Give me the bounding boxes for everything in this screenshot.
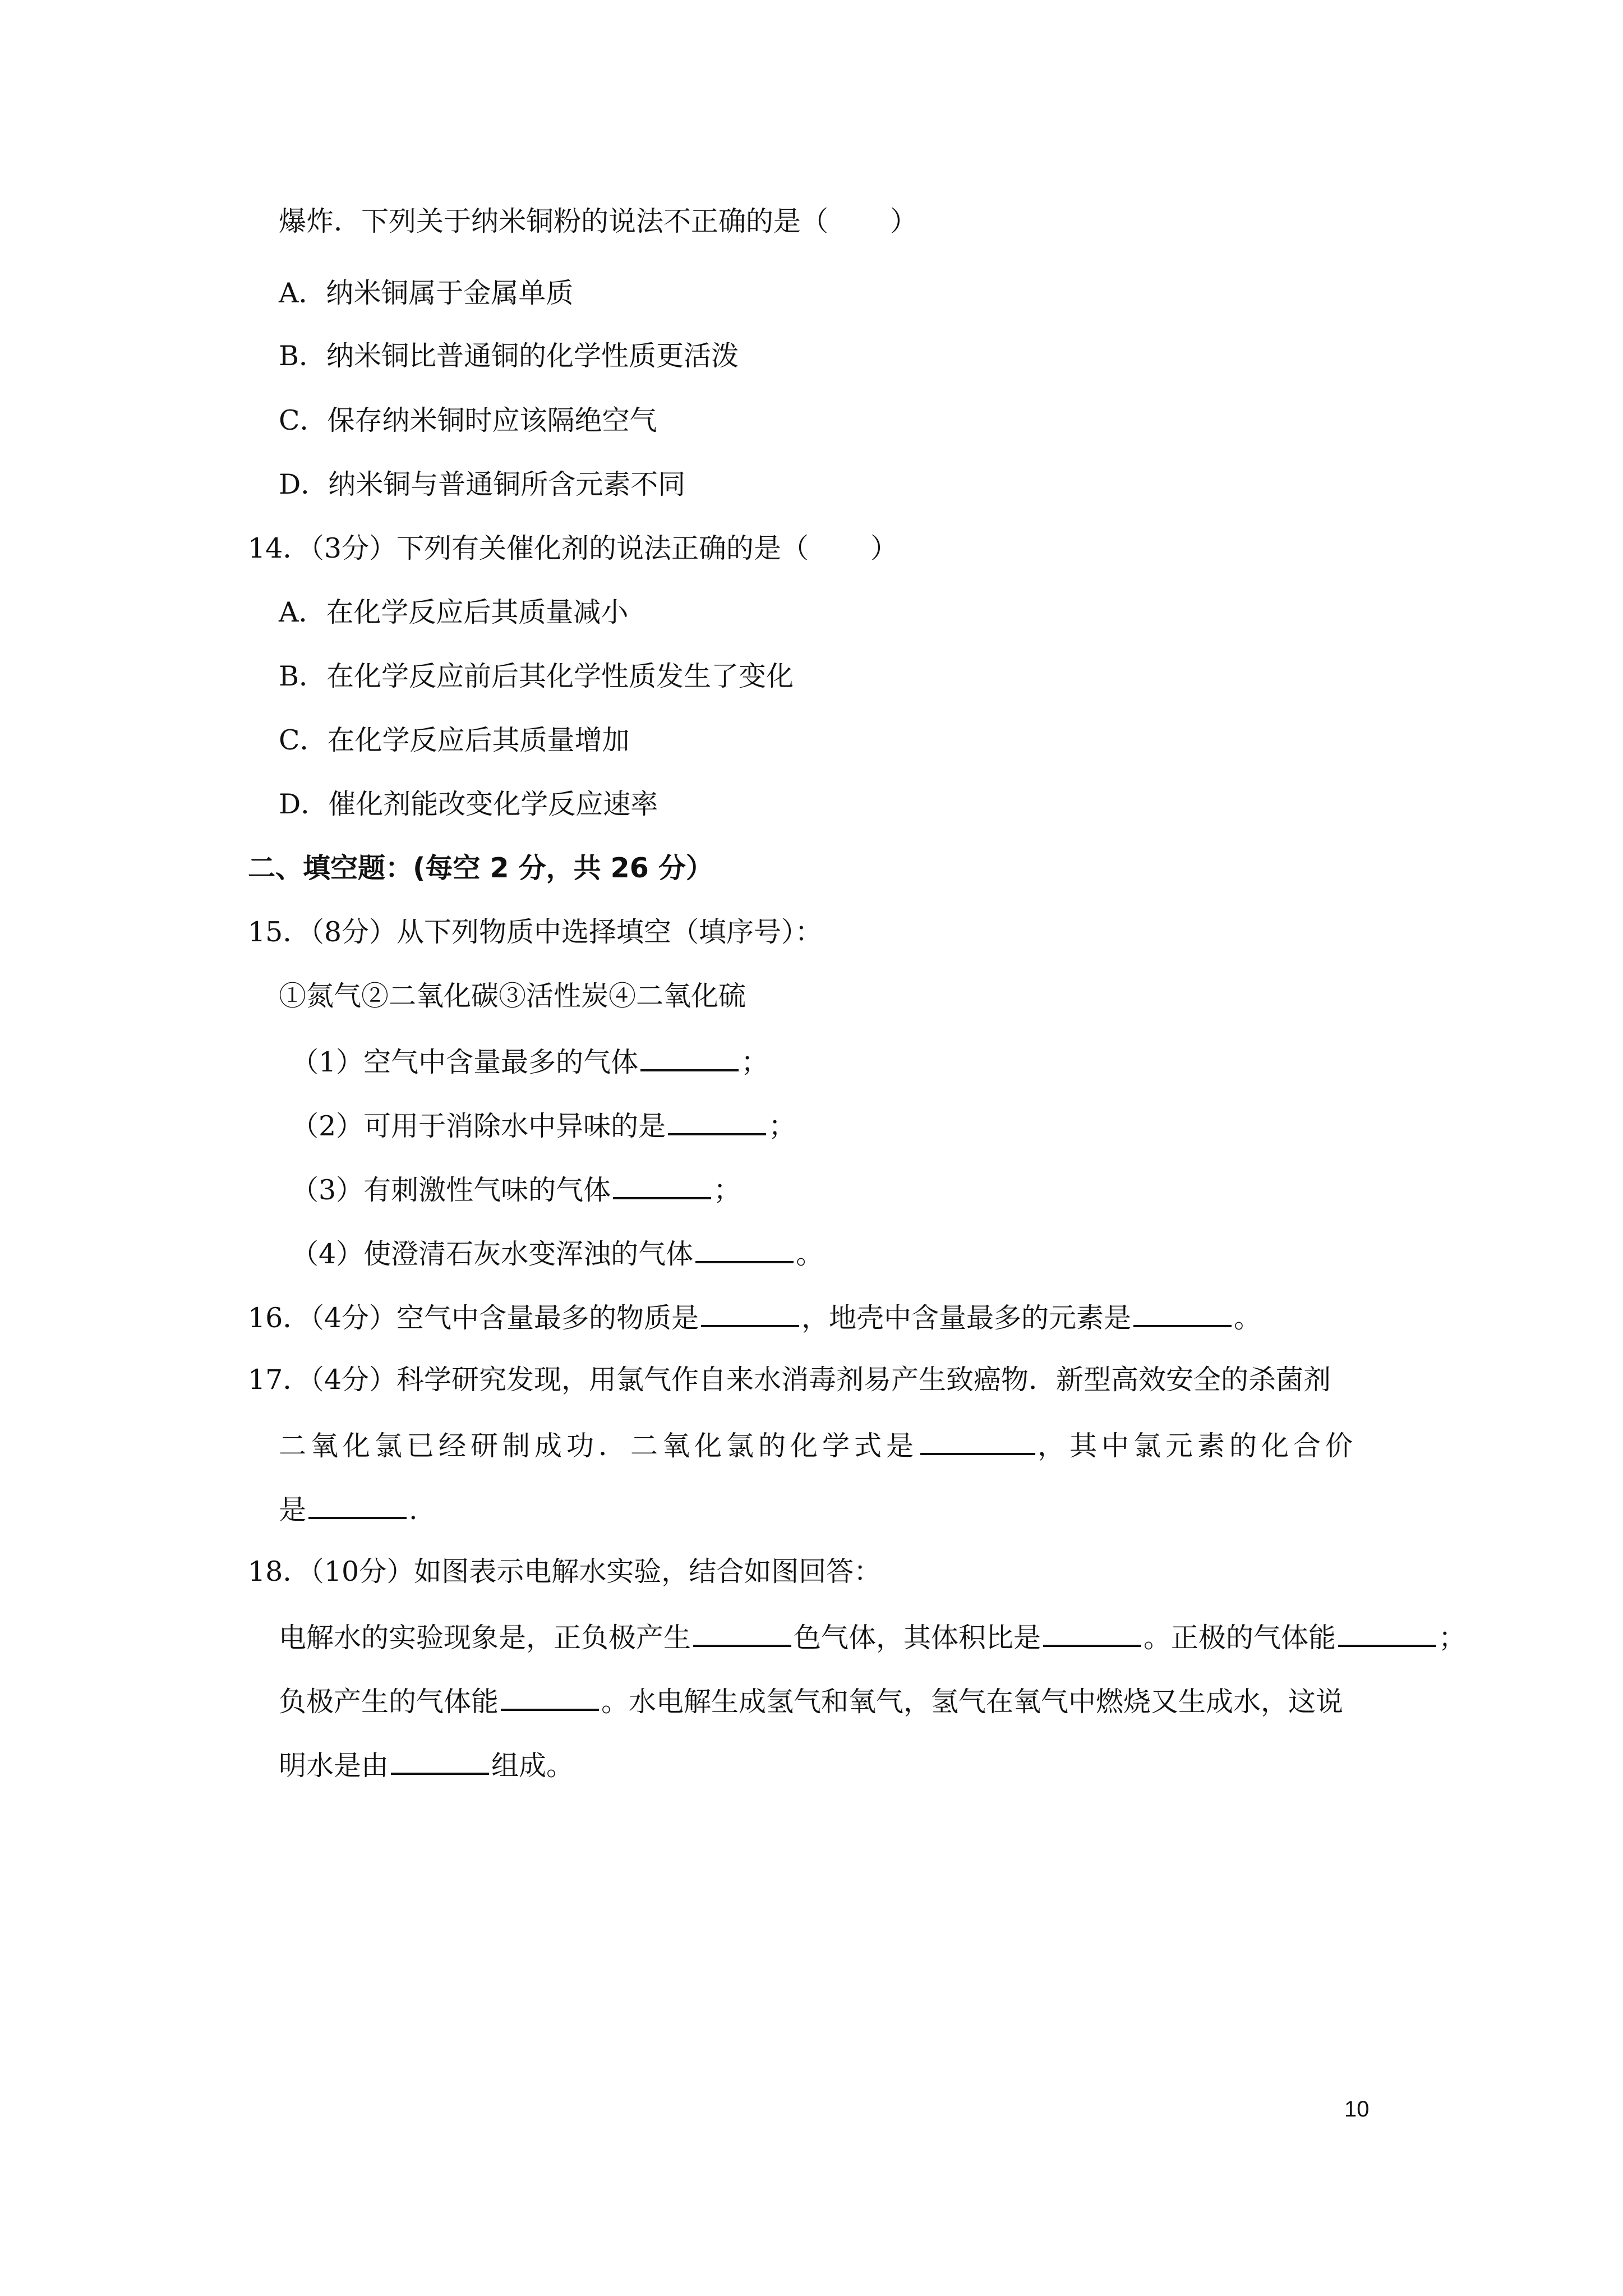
q14-stem-text: 14．（3分）下列有关催化剂的说法正确的是（ xyxy=(248,532,809,564)
q18-line2 xyxy=(279,1683,1343,1719)
q15-item-1 xyxy=(291,1043,768,1079)
q16 xyxy=(248,1299,1261,1335)
q18-line1 xyxy=(279,1619,1466,1655)
q13-stem xyxy=(279,205,917,238)
q16-punct: 。 xyxy=(1234,1302,1262,1334)
q17-line3-punct: . xyxy=(409,1494,418,1526)
q13-stem-text: 爆炸．下列关于纳米铜粉的说法不正确的是（ xyxy=(279,205,829,237)
q16-text-2: ，地壳中含量最多的元素是 xyxy=(801,1302,1132,1334)
q15-item-2-text: （2）可用于消除水中异味的是 xyxy=(291,1110,666,1142)
q15-item-1-text: （1）空气中含量最多的气体 xyxy=(291,1046,639,1078)
q18-line3 xyxy=(279,1747,574,1783)
answer-blank xyxy=(613,1171,711,1199)
q18-line3-text-a: 明水是由 xyxy=(279,1750,389,1782)
q15-item-1-punct: ； xyxy=(741,1046,769,1078)
q14-paren-close: ） xyxy=(870,532,898,564)
q18-line1-text-a: 电解水的实验现象是，正负极产生 xyxy=(279,1622,691,1654)
q16-text-1: 16．（4分）空气中含量最多的物质是 xyxy=(248,1302,699,1334)
answer-blank xyxy=(668,1107,766,1135)
q13-paren-close: ） xyxy=(890,205,918,237)
answer-blank xyxy=(1043,1619,1141,1647)
answer-blank xyxy=(391,1747,489,1775)
answer-blank xyxy=(1338,1619,1436,1647)
answer-blank xyxy=(308,1491,407,1519)
answer-blank xyxy=(693,1619,791,1647)
answer-blank xyxy=(695,1235,794,1263)
answer-blank xyxy=(640,1043,739,1071)
q14-option-a: A．在化学反应后其质量减小 xyxy=(279,596,629,628)
q13-option-a: A．纳米铜属于金属单质 xyxy=(279,277,574,309)
q18-line2-text-a: 负极产生的气体能 xyxy=(279,1686,499,1718)
q17-line3-text: 是 xyxy=(279,1494,307,1526)
q15-item-2 xyxy=(291,1107,796,1143)
q15-item-2-punct: ； xyxy=(768,1110,796,1142)
q13-option-d: D．纳米铜与普通铜所含元素不同 xyxy=(279,468,686,500)
q15-item-3-punct: ； xyxy=(713,1174,741,1206)
q18-line1-punct: ； xyxy=(1438,1622,1467,1654)
q15-choices: ①氮气②二氧化碳③活性炭④二氧化硫 xyxy=(279,980,746,1012)
answer-blank xyxy=(1133,1299,1232,1327)
q15-item-3 xyxy=(291,1171,741,1207)
q14-option-d: D．催化剂能改变化学反应速率 xyxy=(279,788,658,820)
answer-blank xyxy=(501,1683,599,1711)
q17-line1: 17．（4分）科学研究发现，用氯气作自来水消毒剂易产生致癌物．新型高效安全的杀菌剂 xyxy=(248,1364,1331,1396)
answer-blank xyxy=(920,1427,1035,1455)
page-number: 10 xyxy=(1344,2097,1370,2122)
section2-heading: 二、填空题：(每空 2 分，共 26 分） xyxy=(248,852,713,884)
q18-line1-text-c: 。正极的气体能 xyxy=(1144,1622,1336,1654)
q17-line2 xyxy=(279,1427,1357,1463)
q14-option-c: C．在化学反应后其质量增加 xyxy=(279,724,630,756)
q13-option-c: C．保存纳米铜时应该隔绝空气 xyxy=(279,404,657,436)
q17-line3 xyxy=(279,1491,418,1527)
q15-item-3-text: （3）有刺激性气味的气体 xyxy=(291,1174,611,1206)
q15-item-4-text: （4）使澄清石灰水变浑浊的气体 xyxy=(291,1238,694,1270)
q17-line2-tail: ，其中氯元素的化合价 xyxy=(1038,1430,1358,1462)
q18-line2-text-b: 。水电解生成氢气和氧气，氢气在氧气中燃烧又生成水，这说 xyxy=(601,1686,1344,1718)
q15-stem: 15．（8分）从下列物质中选择填空（填序号）： xyxy=(248,916,823,948)
q18-line1-text-b: 色气体，其体积比是 xyxy=(794,1622,1041,1654)
q17-line2-text: 二氧化氯已经研制成功．二氧化氯的化学式是 xyxy=(279,1430,919,1462)
q14-stem xyxy=(248,532,898,565)
q14-option-b: B．在化学反应前后其化学性质发生了变化 xyxy=(279,660,794,692)
q15-item-4-punct: 。 xyxy=(796,1238,824,1270)
q13-option-b: B．纳米铜比普通铜的化学性质更活泼 xyxy=(279,340,739,372)
answer-blank xyxy=(701,1299,799,1327)
q15-item-4 xyxy=(291,1235,823,1271)
q18-line3-text-b: 组成。 xyxy=(491,1750,574,1782)
q18-stem: 18．（10分）如图表示电解水实验，结合如图回答： xyxy=(248,1556,882,1588)
